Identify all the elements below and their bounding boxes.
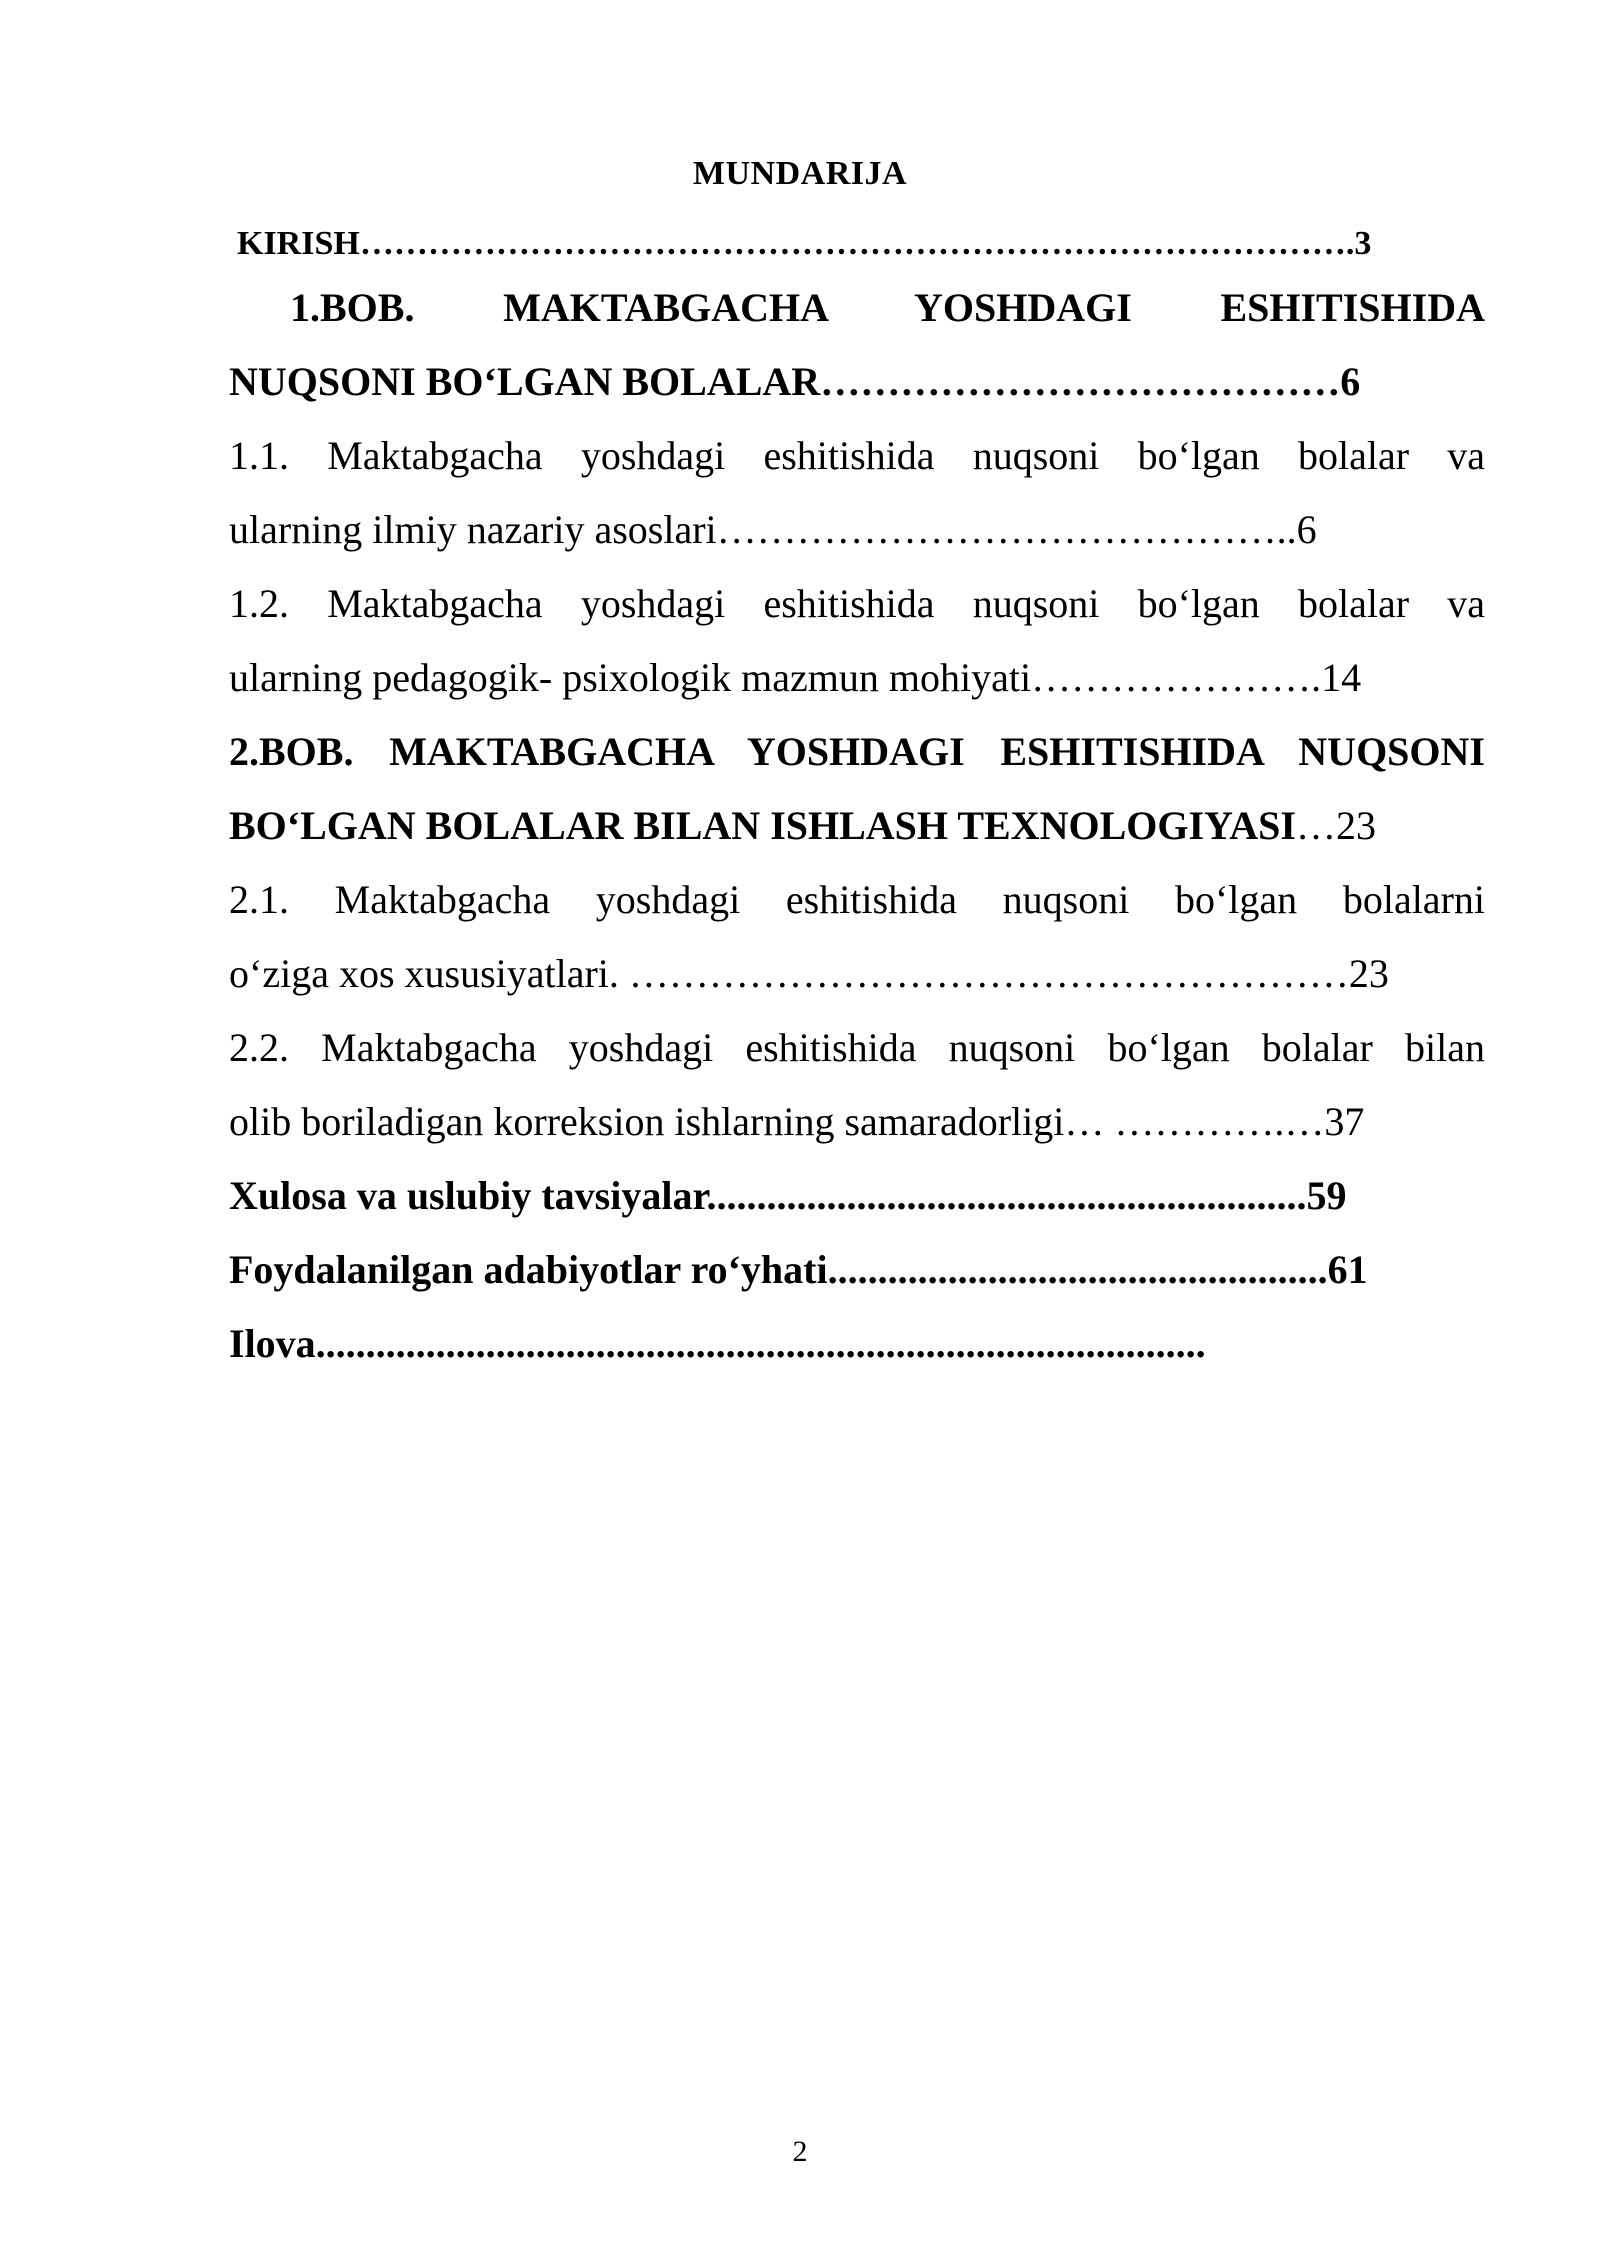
toc-chapter-2-line-2 — [229, 801, 1485, 851]
toc-chapter-2-title-tail: BO‘LGAN BOLALAR BILAN ISHLASH TEXNOLOGIYASI — [229, 803, 1296, 848]
toc-heading: MUNDARIJA — [692, 155, 908, 192]
toc-chapter-2-page: …23 — [1295, 803, 1376, 848]
toc-section-2-1-line-2: o‘ziga xos xususiyatlari. ………………………………………………23 — [229, 951, 1389, 996]
toc-section-2-1-line-1: 2.1. Maktabgacha yoshdagi eshitishida nuqsoni bo‘lgan bolalarni — [229, 877, 1485, 922]
toc-section-1-2-line-1: 1.2. Maktabgacha yoshdagi eshitishida nuqsoni bo‘lgan bolalar va — [229, 581, 1485, 626]
toc-entry-references: Foydalanilgan adabiyotlar ro‘yhati..................................................61 — [229, 1247, 1368, 1292]
toc-section-1-2-line-2: ularning pedagogik- psixologik mazmun mohiyati………………….14 — [229, 655, 1362, 700]
toc-chapter-1-line-1: 1.BOB. MAKTABGACHA YOSHDAGI ESHITISHIDA — [290, 285, 1485, 330]
toc-section-2-2-line-1: 2.2. Maktabgacha yoshdagi eshitishida nuqsoni bo‘lgan bolalar bilan — [229, 1025, 1485, 1070]
toc-section-2-2-line-2: olib boriladigan korreksion ishlarning samaradorligi… ………….…37 — [229, 1099, 1365, 1144]
toc-entry-conclusion: Xulosa va uslubiy tavsiyalar............................................................59 — [229, 1173, 1347, 1218]
toc-chapter-1-line-2: NUQSONI BO‘LGAN BOLALAR…………………………………6 — [229, 359, 1361, 404]
toc-section-1-1-line-2: ularning ilmiy nazariy asoslari……………………………………..6 — [229, 507, 1317, 552]
toc-entry-appendix: Ilova......................................................................................... — [229, 1321, 1206, 1366]
toc-section-1-1-line-1: 1.1. Maktabgacha yoshdagi eshitishida nuqsoni bo‘lgan bolalar va — [229, 433, 1485, 478]
toc-chapter-2-line-1: 2.BOB. MAKTABGACHA YOSHDAGI ESHITISHIDA NUQSONI — [229, 729, 1485, 774]
toc-entry-intro: KIRISH…………………………………………………………………………….3 — [237, 225, 1372, 262]
page-number: 2 — [792, 2135, 808, 2168]
